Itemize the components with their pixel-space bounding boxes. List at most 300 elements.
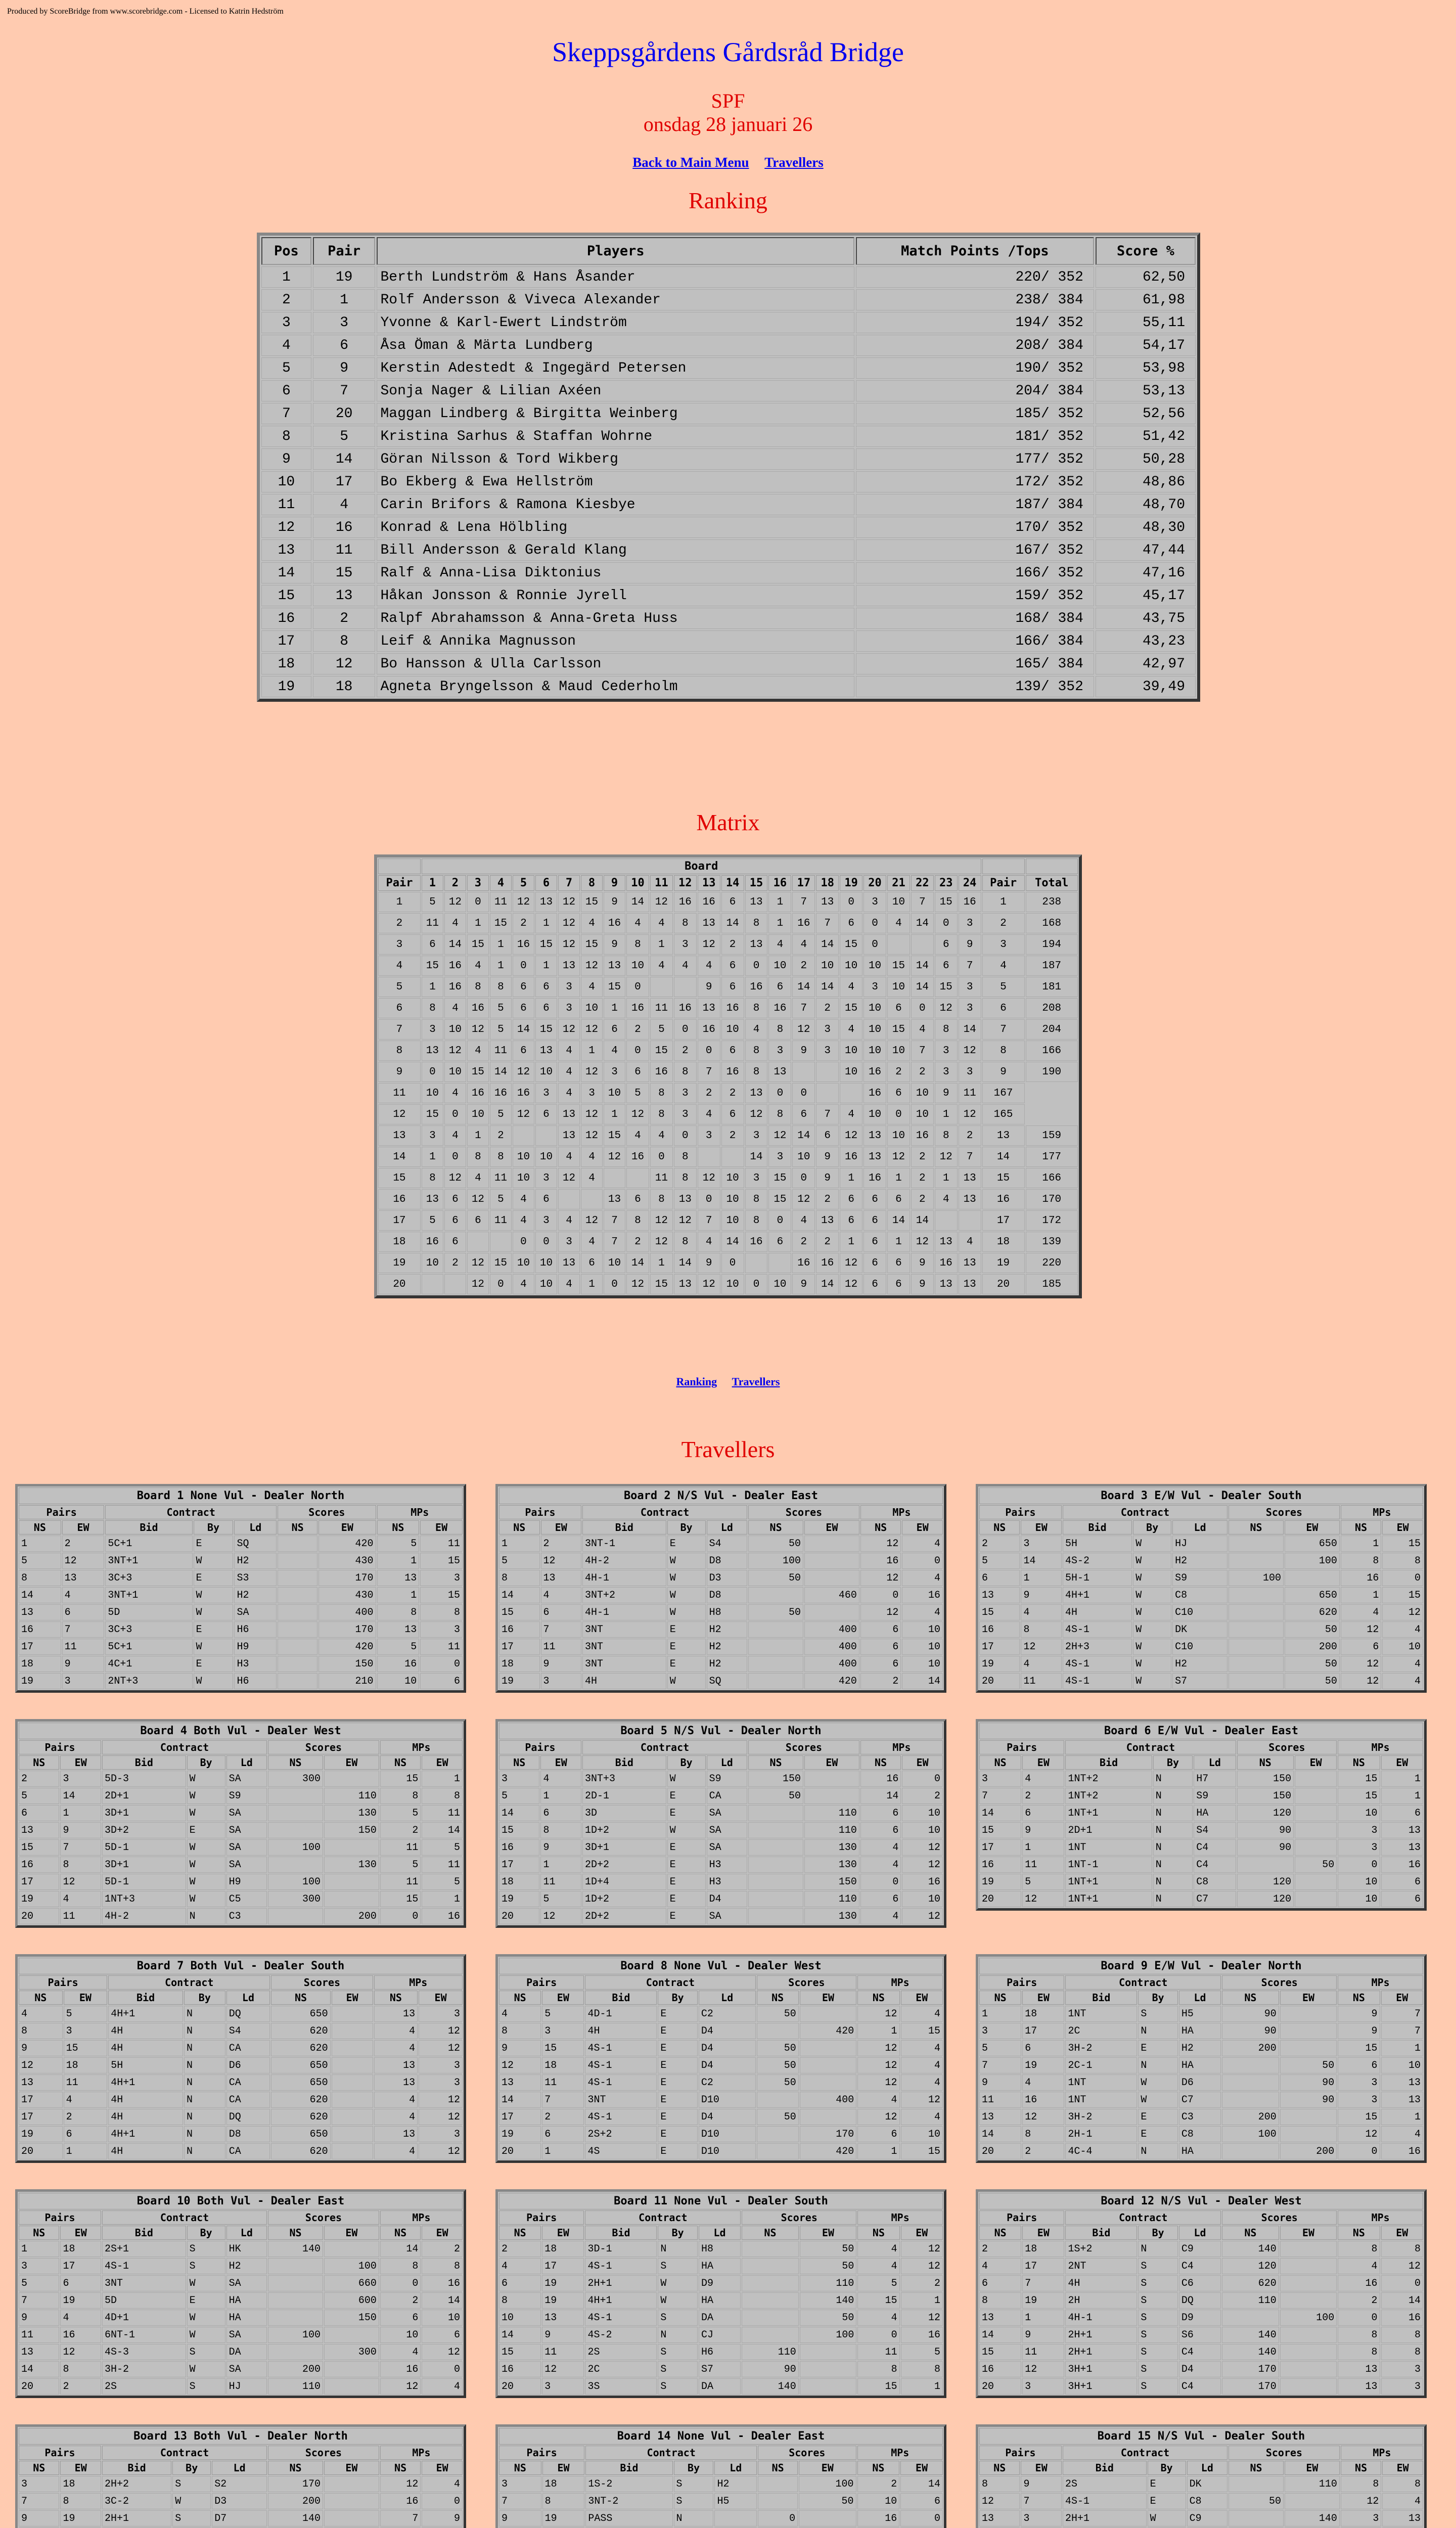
ranking-cell: 53,13 [1096, 380, 1196, 401]
matrix-cell: 16 [467, 998, 489, 1018]
traveller-title: Board 3 E/W Vul - Dealer South [979, 1487, 1423, 1504]
traveller-title-row [19, 1958, 463, 1974]
traveller-cell: 15 [380, 1891, 421, 1907]
traveller-cell: 11 [420, 1536, 463, 1552]
traveller-group-header: Pairs [19, 2210, 101, 2225]
matrix-cell: 10 [768, 1274, 791, 1294]
matrix-cell: 6 [887, 998, 910, 1018]
traveller-title: Board 12 N/S Vul - Dealer West [979, 2193, 1423, 2209]
matrix-cell: 8 [674, 913, 697, 933]
traveller-cell: 5 [377, 1536, 420, 1552]
traveller-cell: 6 [1341, 1639, 1381, 1655]
traveller-column-header: NS [1237, 1755, 1294, 1770]
matrix-cell: 12 [959, 1041, 981, 1061]
matrix-cell: 3 [745, 1125, 768, 1146]
matrix-cell: 5 [378, 977, 421, 997]
matrix-cell: 8 [982, 1041, 1025, 1061]
traveller-cell: 4 [860, 1839, 901, 1856]
traveller-cell: 400 [804, 1639, 859, 1655]
ranking-cell: 1 [313, 289, 376, 310]
matrix-row [378, 913, 1078, 933]
traveller-group-header: MPs [380, 2210, 463, 2225]
matrix-cell: 10 [467, 1104, 489, 1124]
traveller-group-header: Scores [1228, 2446, 1340, 2460]
matrix-cell: 8 [674, 1062, 697, 1082]
matrix-cell: 10 [887, 892, 910, 912]
matrix-cell: 6 [535, 1189, 557, 1209]
matrix-cell: 12 [558, 1168, 580, 1188]
matrix-cell: 5 [490, 1104, 512, 1124]
travellers-link[interactable]: Travellers [764, 155, 824, 170]
traveller-cell: 430 [318, 1587, 376, 1603]
traveller-cell: 2 [1338, 2292, 1380, 2309]
traveller-cell: 7 [19, 2493, 59, 2509]
traveller-column-header: EW [324, 2226, 379, 2240]
traveller-row [19, 2092, 463, 2108]
traveller-cell: 12 [419, 2143, 463, 2159]
traveller-table [15, 1484, 466, 1693]
traveller-head [979, 1487, 1423, 1534]
matrix-cell: 2 [626, 1232, 649, 1252]
traveller-cell [804, 1570, 859, 1586]
traveller-cell: 50 [1280, 2057, 1337, 2073]
traveller-cell: C4 [1179, 2378, 1221, 2395]
traveller-cell: E [667, 1805, 706, 1821]
traveller-cell: 4H-1 [582, 1604, 666, 1620]
ranking-cell: 185/ 352 [856, 403, 1094, 424]
matrix-cell: 16 [721, 998, 744, 1018]
traveller-cell: 2 [1022, 2143, 1064, 2159]
traveller-cell: 100 [1285, 1553, 1340, 1569]
traveller-title-row [979, 2428, 1423, 2445]
matrix-cell: 12 [558, 913, 580, 933]
traveller-row [19, 2109, 463, 2125]
traveller-cell [1222, 2074, 1279, 2091]
traveller-cell: 8 [499, 2292, 541, 2309]
traveller-body [979, 2006, 1423, 2159]
traveller-column-header: Ld [212, 2461, 267, 2475]
matrix-cell: 170 [1026, 1189, 1078, 1209]
traveller-cell [1280, 2126, 1337, 2142]
traveller-cell: 3 [1021, 2510, 1061, 2526]
traveller-cell: D3 [212, 2493, 267, 2509]
ranking-cell: 15 [261, 585, 311, 606]
matrix-cell [674, 977, 697, 997]
traveller-cell [804, 1604, 859, 1620]
matrix-cell: 13 [982, 1125, 1025, 1146]
matrix-cell: 7 [698, 1062, 720, 1082]
traveller-cell: 100 [268, 1839, 323, 1856]
matrix-cell: 10 [840, 956, 862, 976]
traveller-cell: 12 [1022, 2361, 1064, 2377]
traveller-cell: E [667, 1874, 706, 1890]
traveller-group-header: Contract [582, 1505, 747, 1519]
traveller-cell: 3 [419, 2074, 463, 2091]
traveller-cell: C3 [226, 1908, 267, 1924]
matrix-cell: 13 [768, 1062, 791, 1082]
traveller-cell: 17 [19, 2109, 63, 2125]
traveller-column-header: EW [1285, 1520, 1340, 1534]
traveller-group-header: MPs [860, 1505, 943, 1519]
matrix-board-header: 4 [490, 875, 512, 891]
traveller-row [499, 1587, 943, 1603]
traveller-cell [748, 1639, 803, 1655]
ranking-cell: Berth Lundström & Hans Åsander [377, 266, 854, 288]
traveller-row [19, 2241, 463, 2257]
matrix-cell: 11 [650, 998, 673, 1018]
traveller-cell: 4 [902, 1604, 943, 1620]
traveller-cell: DA [699, 2378, 741, 2395]
matrix-cell: 6 [840, 913, 862, 933]
traveller-cell: N [1153, 1891, 1193, 1907]
traveller-cell: 7 [62, 1621, 105, 1638]
ranking-cell: 14 [261, 562, 311, 583]
traveller-cell: 1NT-1 [1065, 1857, 1152, 1873]
traveller-cell: C4 [1194, 1839, 1236, 1856]
ranking-cell: 10 [261, 471, 311, 492]
matrix-cell: 16 [604, 913, 625, 933]
traveller-cell: 1 [1381, 1788, 1423, 1804]
traveller-cell: 5 [19, 1788, 59, 1804]
matrix-cell: 16 [863, 1062, 886, 1082]
traveller-cell: S7 [699, 2361, 741, 2377]
matrix-cell: 12 [581, 956, 603, 976]
traveller-cell: W [187, 2361, 225, 2377]
traveller-cell: W [187, 1857, 225, 1873]
ranking-cell: 16 [313, 517, 376, 538]
matrix-cell: 8 [745, 913, 768, 933]
traveller-cell: 12 [857, 2057, 899, 2073]
traveller-cell [1295, 1891, 1337, 1907]
traveller-cell: SA [226, 1805, 267, 1821]
traveller-group-row [19, 2446, 463, 2460]
matrix-cell: 12 [558, 934, 580, 955]
traveller-row [979, 1621, 1423, 1638]
traveller-cell [748, 1839, 803, 1856]
traveller-cell: 3NT+3 [582, 1771, 666, 1787]
traveller-cell: 3D-1 [585, 2241, 657, 2257]
traveller-table [495, 2424, 946, 2528]
matrix-board-header: 2 [444, 875, 466, 891]
traveller-column-header: NS [499, 1520, 540, 1534]
traveller-cell: 9 [422, 2510, 463, 2526]
traveller-cell: W [1133, 1536, 1171, 1552]
ranking-cell: 2 [261, 289, 311, 310]
traveller-cell: 3NT [582, 1621, 666, 1638]
traveller-row [499, 1604, 943, 1620]
matrix-cell: 15 [840, 998, 862, 1018]
back-to-main-menu-link[interactable]: Back to Main Menu [632, 155, 749, 170]
traveller-cell: 3 [541, 1673, 582, 1689]
traveller-title-row [19, 1723, 463, 1739]
traveller-cell: 6 [1022, 1805, 1064, 1821]
traveller-cell: S7 [1172, 1673, 1227, 1689]
traveller-group-header: MPs [380, 1740, 463, 1754]
matrix-cell: 11 [490, 892, 512, 912]
matrix-cell: 10 [840, 1062, 862, 1082]
matrix-spacer [982, 859, 1025, 874]
matrix-cell: 0 [745, 1274, 768, 1294]
matrix-cell: 6 [721, 956, 744, 976]
traveller-cell: H8 [699, 2241, 741, 2257]
traveller-cell: DA [226, 2344, 267, 2360]
matrix-cell: 11 [959, 1083, 981, 1103]
traveller-cell: 9 [1022, 2327, 1064, 2343]
traveller-column-header: NS [1338, 2226, 1380, 2240]
traveller-cell: 3C+3 [105, 1570, 192, 1586]
traveller-cell: H6 [234, 1673, 277, 1689]
traveller-column-header: EW [318, 1520, 376, 1534]
traveller-cell: 19 [19, 1891, 59, 1907]
traveller-body [19, 1536, 463, 1689]
traveller-cell: 12 [380, 2378, 421, 2395]
matrix-cell: 10 [840, 1041, 862, 1061]
traveller-group-header: Contract [102, 2210, 267, 2225]
matrix-row [378, 998, 1078, 1018]
traveller-cell: 16 [857, 2510, 900, 2526]
matrix-cell: 3 [422, 1019, 443, 1040]
traveller-title-row [979, 1487, 1423, 1504]
matrix-row [378, 1125, 1078, 1146]
traveller-cell: S4 [1194, 1822, 1236, 1838]
traveller-cell: 6 [62, 1604, 105, 1620]
traveller-row [979, 2493, 1423, 2509]
traveller-cell: 50 [757, 2040, 799, 2056]
traveller-cell: H9 [226, 1874, 267, 1890]
traveller-group-header: MPs [1341, 1505, 1423, 1519]
traveller-row [19, 2074, 463, 2091]
traveller-cell: E [667, 1857, 706, 1873]
matrix-cell: 10 [535, 1062, 557, 1082]
traveller-cell: W [194, 1587, 234, 1603]
matrix-cell: 13 [816, 1210, 839, 1231]
traveller-group-header: Pairs [499, 1975, 584, 1990]
traveller-cell: 13 [1381, 2092, 1423, 2108]
traveller-cell: 11 [1021, 1673, 1061, 1689]
traveller-cell: 400 [804, 1656, 859, 1672]
traveller-cell [804, 1536, 859, 1552]
matrix-cell: 0 [840, 892, 862, 912]
traveller-row [499, 1621, 943, 1638]
traveller-cell: 4H-2 [102, 1908, 186, 1924]
traveller-cell: 11 [422, 1805, 463, 1821]
matrix-cell: 11 [378, 1083, 421, 1103]
matrix-cell [887, 934, 910, 955]
traveller-cell: 4H+1 [108, 2006, 183, 2022]
traveller-column-header: Ld [226, 1991, 270, 2005]
traveller-cell: 13 [62, 1570, 105, 1586]
matrix-cell: 13 [535, 892, 557, 912]
traveller-cell: 3H-2 [102, 2361, 186, 2377]
traveller-title-row [499, 1487, 943, 1504]
ranking-link[interactable]: Ranking [676, 1375, 717, 1388]
matrix-cell: 14 [816, 1274, 839, 1294]
matrix-board-header: 11 [650, 875, 673, 891]
club-title: Skeppsgårdens Gårdsråd Bridge [552, 37, 904, 67]
matrix-cell [467, 1232, 489, 1252]
traveller-cell: 1 [1022, 2310, 1064, 2326]
traveller-cell: 8 [1341, 1553, 1381, 1569]
traveller-row [979, 1891, 1423, 1907]
ranking-cell: 177/ 352 [856, 448, 1094, 470]
traveller-cell: 1S-2 [585, 2476, 672, 2492]
traveller-row [499, 1570, 943, 1586]
traveller-cell: 1 [1022, 1839, 1064, 1856]
traveller-cell: E [194, 1570, 234, 1586]
traveller-cell: 3D+1 [102, 1857, 186, 1873]
traveller-head [499, 1723, 943, 1770]
traveller-column-header: EW [540, 1755, 581, 1770]
traveller-cell [324, 1874, 379, 1890]
traveller-cell: S [658, 2258, 698, 2274]
traveller-cell: 100 [748, 1553, 803, 1569]
traveller-row [19, 1788, 463, 1804]
ranking-row [261, 266, 1196, 288]
traveller-cell [757, 2092, 799, 2108]
traveller-cell: 8 [1338, 2327, 1380, 2343]
matrix-cell: 1 [467, 1125, 489, 1146]
traveller-cell: 12 [62, 1553, 105, 1569]
matrix-cell: 12 [674, 1210, 697, 1231]
matrix-board-header: 14 [721, 875, 744, 891]
traveller-cell [278, 1621, 317, 1638]
traveller-cell: 20 [19, 2378, 59, 2395]
traveller-title-row [499, 2428, 943, 2445]
traveller-group-header: Pairs [19, 2446, 101, 2460]
traveller-cell: 4 [19, 2006, 63, 2022]
traveller-cell: 4 [64, 2092, 108, 2108]
traveller-cell: 200 [324, 1908, 379, 1924]
matrix-cell: 12 [581, 1062, 603, 1082]
matrix-cell: 0 [444, 1104, 466, 1124]
traveller-cell: 150 [748, 1771, 803, 1787]
traveller-cell: 2C [1065, 2023, 1137, 2039]
matrix-cell: 0 [490, 1274, 512, 1294]
traveller-cell: N [1138, 2143, 1178, 2159]
matrix-cell: 1 [887, 1168, 910, 1188]
traveller-cell: 15 [1382, 1587, 1423, 1603]
traveller-cell: 10 [901, 2126, 943, 2142]
matrix-cell: 1 [604, 998, 625, 1018]
ranking-cell: 4 [313, 494, 376, 515]
traveller-cell: 8 [1382, 2476, 1423, 2492]
traveller-cell: E [658, 2006, 698, 2022]
traveller-cell: 16 [422, 1908, 463, 1924]
traveller-row [19, 2258, 463, 2274]
matrix-cell: 12 [467, 1189, 489, 1209]
traveller-cell: 1 [19, 1536, 61, 1552]
traveller-cell: 9 [19, 2040, 63, 2056]
traveller-head [979, 1723, 1423, 1770]
traveller-cell: 15 [1338, 1771, 1380, 1787]
matrix-board-header: 7 [558, 875, 580, 891]
matrix-cell: 15 [535, 1019, 557, 1040]
traveller-cell: 11 [64, 2074, 108, 2091]
traveller-cell: 10 [902, 1891, 943, 1907]
traveller-column-header: Ld [1172, 1520, 1227, 1534]
traveller-cell: W [187, 1839, 225, 1856]
traveller-cell: 10 [499, 2310, 541, 2326]
traveller-group-header: Scores [748, 1505, 859, 1519]
traveller-cell: 8 [542, 2493, 585, 2509]
traveller-cell: 3 [1338, 2074, 1380, 2091]
traveller-body [499, 2241, 943, 2395]
traveller-group-header: Contract [1065, 1740, 1236, 1754]
traveller-cell: 7 [19, 2292, 59, 2309]
traveller-group-header: Scores [268, 2210, 379, 2225]
traveller-cell: 6 [60, 2275, 101, 2291]
traveller-cell: SA [226, 1771, 267, 1787]
traveller-row [19, 2310, 463, 2326]
matrix-cell: 18 [982, 1232, 1025, 1252]
matrix-cell: 8 [745, 1189, 768, 1209]
matrix-cell: 13 [745, 892, 768, 912]
traveller-column-row [979, 2461, 1423, 2475]
traveller-cell: 10 [1382, 1639, 1423, 1655]
travellers-link[interactable]: Travellers [732, 1375, 780, 1388]
traveller-cell [278, 1673, 317, 1689]
matrix-cell: 9 [959, 934, 981, 955]
traveller-cell [748, 1874, 803, 1890]
traveller-cell: 15 [901, 2143, 943, 2159]
traveller-cell: 4H [108, 2092, 183, 2108]
traveller-cell: 5D-1 [102, 1839, 186, 1856]
traveller-cell: 150 [324, 2310, 379, 2326]
traveller-cell [757, 2143, 799, 2159]
traveller-cell: 50 [757, 2109, 799, 2125]
traveller-cell: 120 [1237, 1891, 1294, 1907]
traveller-cell: 100 [268, 1874, 323, 1890]
traveller-body [19, 2476, 463, 2528]
traveller-cell: 50 [757, 2057, 799, 2073]
traveller-cell: W [1133, 1639, 1171, 1655]
traveller-cell: N [674, 2510, 714, 2526]
traveller-column-header: NS [979, 2226, 1021, 2240]
traveller-cell: 1 [542, 2143, 584, 2159]
traveller-cell: 8 [380, 1788, 421, 1804]
traveller-cell: W [1133, 1553, 1171, 1569]
traveller-cell: SQ [234, 1536, 277, 1552]
matrix-cell: 3 [863, 892, 886, 912]
traveller-cell: H2 [1172, 1553, 1227, 1569]
matrix-cell: 0 [513, 1232, 534, 1252]
traveller-cell: S [187, 2344, 225, 2360]
traveller-row [499, 1656, 943, 1672]
traveller-cell: C8 [1179, 2126, 1221, 2142]
matrix-cell: 9 [792, 1274, 815, 1294]
matrix-cell: 4 [626, 1125, 649, 1146]
traveller-cell: 5 [380, 1805, 421, 1821]
traveller-row [19, 2275, 463, 2291]
matrix-cell: 7 [792, 998, 815, 1018]
traveller-cell: 3C-2 [102, 2493, 171, 2509]
ranking-cell: 11 [313, 539, 376, 561]
traveller-table [495, 1484, 946, 1693]
traveller-cell: 6 [979, 1570, 1020, 1586]
matrix-cell: 0 [444, 1147, 466, 1167]
traveller-cell: 7 [380, 2510, 421, 2526]
traveller-cell [324, 2241, 379, 2257]
ranking-cell: 15 [313, 562, 376, 583]
matrix-row [378, 1210, 1078, 1231]
traveller-cell: W [1133, 1570, 1171, 1586]
traveller-cell: N [184, 2023, 225, 2039]
traveller-cell: 8 [857, 2361, 899, 2377]
matrix-cell: 13 [674, 1274, 697, 1294]
traveller-cell: 16 [380, 2493, 421, 2509]
traveller-cell: S6 [1179, 2327, 1221, 2343]
matrix-cell: 13 [558, 956, 580, 976]
